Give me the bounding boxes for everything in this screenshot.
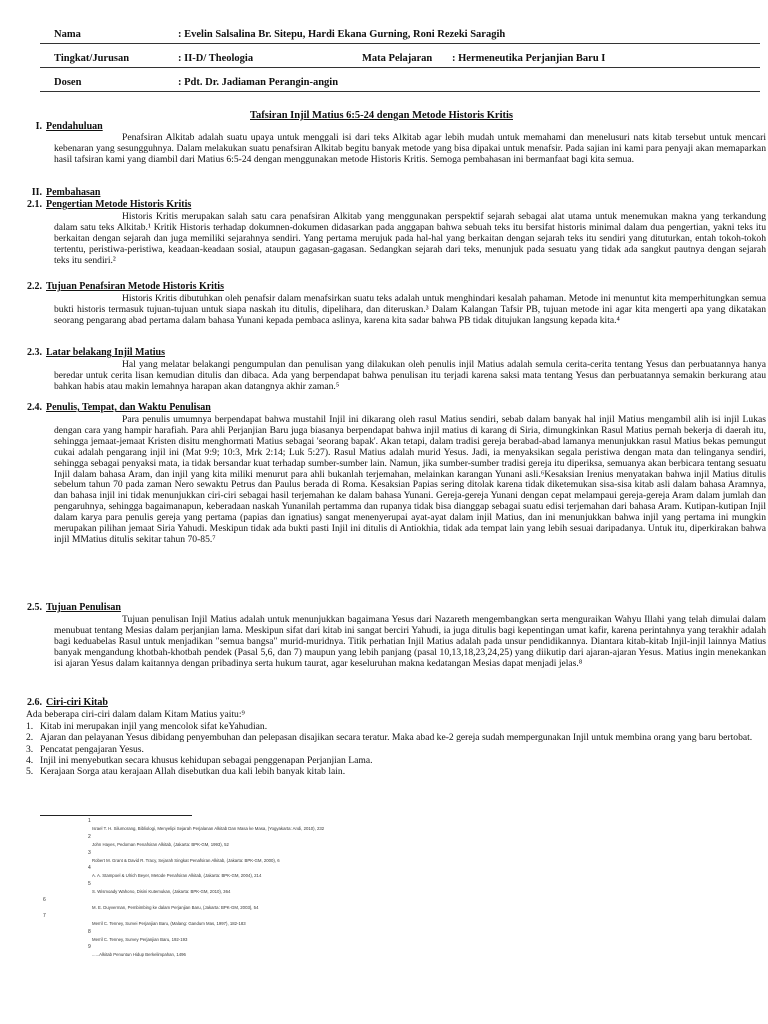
- section-label: Pengertian Metode Historis Kritis: [46, 199, 192, 210]
- header-rule: [40, 43, 760, 44]
- section-heading-2-1: [4, 199, 191, 210]
- section-number: 2.4.: [27, 402, 42, 413]
- list-item: 4. Injil ini menyebutkan secara khusus kehidupan sebagai penggenapan Perjanjian Lama.: [26, 754, 373, 766]
- header-rule: [40, 67, 760, 68]
- ciri-list: [26, 722, 766, 778]
- footnote: 5 S. Wismoady Wahono, Disini Kutemukan, (Jakarta: BPK-GM, 2010), 364: [88, 881, 231, 895]
- list-item: 1. Kitab ini merupakan injil yang mencolok sifat keYahudian.: [26, 721, 268, 732]
- section-label: Latar belakang Injil Matius: [46, 347, 165, 358]
- section-heading-2-3: [4, 347, 165, 358]
- section-number: 2.6.: [27, 697, 42, 708]
- footnotes: [43, 818, 648, 960]
- section-heading-2-5: [4, 602, 121, 613]
- section-number: 2.3.: [27, 347, 42, 358]
- list-item: 3. Pencatat pengajaran Yesus.: [26, 743, 144, 755]
- list-item: 5. Kerajaan Sorga atau kerajaan Allah disebutkan dua kali lebih banyak kitab lain.: [26, 766, 346, 778]
- paragraph-pendahuluan: Penafsiran Alkitab adalah suatu upaya untuk menggali isi dari teks Alkitab agar lebih mudah untuk memahami dan menelusuri nats kitab tersebut untuk mencari kebenaran yang sesungguhnya. Dalam melakukan suatu penafsiran Alkitab begitu banyak metode yang bisa dipakai untuk menafsir. Pada sajian ini kami para penyaji akan memaparkan hasil tafsiran kami yang diambil dari Matius 6:5-24 dengan menggunakan metode Historis Kritis. Semoga pembahasan ini bermanfaat bagi kita semua.: [54, 132, 766, 165]
- footnote: 6 M. E. Duyverman, Pembimbing ke dalam Perjanjian Baru, (Jakarta: BPK-GM, 2003), 54: [43, 896, 259, 910]
- section-label: Pembahasan: [46, 187, 101, 198]
- footnote: 8 Merril C. Tenney, Survey Perjanjian Baru, 192-193: [88, 928, 188, 942]
- section-label: Tujuan Penafsiran Metode Historis Kritis: [46, 281, 224, 292]
- footnote-separator: [40, 815, 192, 816]
- dosen-value: : Pdt. Dr. Jadiaman Perangin-angin: [178, 77, 339, 88]
- paragraph-2-1: Historis Kritis merupakan salah satu cara penafsiran Alkitab yang menggunakan perspektif sejarah sebagai alat utama untuk menemukan makna yang terkandung dalam satu teks Alkitab.¹ Kritik Historis terhadap dokumnen-dokumen didasarkan pada anggapan bahwa sebuah teks itu bersifat historis minimal dalam dua pengertian, yakni teks itu berkaitan dengan sejarah dan juga memiliki sejarahnya sendiri. Yang pertama merujuk pada hal-hal yang berkaitan dengan sejarah teks itu sendiri yang dituturkan, entah tokoh-tokoh tertentu, peristiwa-peristiwa, keadaan-keadaan sosial, ataupun gagasan-gagasan. Sedangkan sejarah dari teks, menunjuk pada sesuatu yang tidak ada sangkut pautnya dengan sejarah teks itu sendiri.²: [54, 211, 766, 266]
- footnote: 7 Merril C. Tenney, Survei Perjanjian Baru, (Malang: Gandum Mas, 1997), 182-183: [43, 912, 246, 926]
- section-number: 2.1.: [27, 199, 42, 210]
- paragraph-2-4: Para penulis umumnya berpendapat bahwa mustahil Injil ini dikarang oleh rasul Matius sendiri, sebab dalam banyak hal injil Matius mengambil alih isi injil Lukas dengan cara yang hampir harafiah. Para ahli Perjanjian Baru juga biasanya berpendapat bahwa injil matius di karang di Siria, dimungkinkan Rasul Matius pernah bekerja di daerah itu, sehingga jemaat-jemaat Kristen disitu menghormati Matius sebagai 'seorang bapak'. Akan tetapi, dalam tradisi gereja berabad-abad lamanya menunjukkan rasul Matius bekas pemungut cukai adalah pengarang injil ini (Mat 9:9; 10:3, Mrk 2:14; Luk 5:27). Rasul Matius adalah murid Yesus. Jadi, ia menyaksikan segala peristiwa dengan mata dan telinganya sendiri, sehingga sebagai penyaksi mata, ia tidak bersandar kuat terhadap sumber-sumber lain. Namun, jika sumber-sumber tradisi gereja itu diperiksa, semuanya akan berbicara tentang sesuatu Injil dalam bahasa Aram, dan injil yang kita miliki menurut para ahli bukanlah terjemahan, melainkan karangan Yunani asli.⁶Kesaksian Irenius menyatakan bahwa injil Matius ditulis sebelum tahun 70 pada zaman Nero sewaktu Petrus dan Paulus berada di Roma. Kesaksian Papias sering ditolak karena tidak diketemukan sisa-sisa kitab asli dalam bahasa Aramnya, dan bahasa injil ini tidak menunjukkan ciri-ciri sebagai hasil terjemahan ke dalam bahasa Yunani. Gereja-gereja Yunani dengan cepat melampaui gereja-gereja Aram dalam jumlah dan pengaruhnya, sehingga bagaimanapun, keberadaan naskah Yunanilah pertamma dan rupanya tidak bisa dianggap sebagai suatu edisi terjemahan dari bahasa Aram. Kutipan-kutipan Injil dalam karya para penulis gereja yang pertama (papias dan ignatius) sangat menenyerupai ayat-ayat dalam injil Matius, dan ini menunjukkan bahwa injil yang pertama ini mungkin merupakan pilihan jemaat Siria Yahudi. Meskipun tidak ada bukti pasti Injil ini ditulis di Antiokhia, tidak ada tempat lain yang lebih sesuai daripadanya. Untuk itu, diperkirakan bahwa injil MMatius ditulis sekitar tahun 70-85.⁷: [54, 414, 766, 545]
- section-label: Ciri-ciri Kitab: [46, 697, 108, 708]
- ciri-intro: Ada beberapa ciri-ciri dalam dalam Kitam Matius yaitu:⁹: [26, 709, 245, 720]
- mapel-value: : Hermeneutika Perjanjian Baru I: [452, 53, 606, 64]
- section-heading-2-2: [4, 281, 224, 292]
- tingkat-label: Tingkat/Jurusan: [54, 53, 130, 64]
- nama-label: Nama: [54, 29, 81, 40]
- section-heading-pembahasan: [4, 187, 100, 198]
- section-heading-2-4: [4, 402, 211, 413]
- footnote: 1 Israel T. H. Silumorang, Bibliologi, Menyelipi Sejarah Perjalanan Alkitab Dan Masa ke Masa, (Yogyakarta: Andi, 2010), 232: [88, 818, 325, 831]
- footnote: 3 Robert M. Grant & David R. Tracy, Sejarah Singkat Penafsiran Alkitab, (Jakarta: BPK-GM, 2000), 6: [88, 849, 280, 863]
- section-label: Penulis, Tempat, dan Waktu Penulisan: [46, 402, 211, 413]
- footnote: 2 John Hayes, Pedoman Penafsiran Alkitab, (Jakarta: BPK-GM, 1993), 52: [88, 833, 229, 847]
- nama-value: : Evelin Salsalina Br. Sitepu, Hardi Ekana Gurning, Roni Rezeki Saragih: [178, 29, 506, 40]
- footnote: 4 A. A. Stampoel & Ulrich Beyer, Metode Penafsiran Alkitab, (Jakarta: BPK-GM, 2004), 214: [88, 865, 262, 879]
- list-item: 2. Ajaran dan pelayanan Yesus dibidang penyembuhan dan pelepasan disajikan secara teratur. Maka abad ke-2 gereja sudah mempergunakan Injil untuk membina orang yang baru bertobat.: [26, 732, 753, 744]
- dosen-label: Dosen: [54, 77, 82, 88]
- section-number: 2.2.: [27, 281, 42, 292]
- footnote: 9 ......Alkitab Penuntun Hidup Berkelimpahan, 1496: [88, 944, 186, 958]
- section-label: Pendahuluan: [46, 121, 103, 132]
- header-rule: [40, 91, 760, 92]
- section-number: 2.5.: [27, 602, 42, 613]
- paragraph-2-2: Historis Kritis dibutuhkan oleh penafsir dalam menafsirkan suatu teks adalah untuk menghindari kesalah pahaman. Metode ini menuntut kita memperhitungkan semua bukti historis termasuk tujuan-tujuan untuk siapa naskah itu ditulis, dipelihara, dan diteruskan.³ Dalam Kalangan Tafsir PB, tujuan metode ini agar kita mengerti apa yang dikatakan seorang pengarang abad pertama dalam bahasa Yunani kepada pembaca aslinya, karena kita sadar bahwa PB tidak ditujukan langsung kepada kita.⁴: [54, 293, 766, 326]
- section-number: II.: [31, 187, 42, 198]
- tingkat-value: : II-D/ Theologia: [178, 53, 254, 64]
- paragraph-2-3: Hal yang melatar belakangi pengumpulan dan penulisan yang dilakukan oleh penulis injil Matius adalah semula cerita-cerita tentang Yesus dan perbuatannya hanya beredar untuk cerita lisan kemudian ditulis dan dibaca. Ada yang berpendapat bahwa penulisan itu terjadi karena saksi mata tentang Yesus dan perbuatannya semakin berkurang atau bahkan habis atau makin lemahnya harapan akan datangnya akhir zaman.⁵: [54, 359, 766, 392]
- section-label: Tujuan Penulisan: [46, 602, 121, 613]
- mapel-label: Mata Pelajaran: [362, 53, 433, 64]
- section-heading-pendahuluan: [4, 121, 103, 132]
- paragraph-2-5: Tujuan penulisan Injil Matius adalah untuk menunjukkan bagaimana Yesus dari Nazareth mengembangkan serta menguraikan Wahyu Illahi yang telah dimulai dalam menubuat tentang Mesias dalam perjanjian lama. Meskipun sifat dari kitab ini sangat berciri Yahudi, ia juga ditulis bagi kepentingan umat kafir, karena perintahnya yang terakhir adalah bagi keduabelas Rasul untuk menjadikan "semua bangsa" murid-muridnya. Titik perhatian Injil Matius adalah pada unsur pendidikannya. Diantara kitab-kitab Injil-injil lainnya Matius banyak mengandung khotbah-khotbah pendek (Pasal 5,6, dan 7) maupun yang lebih panjang (pasal 10,13,18,23,24,25) yang diikutip dari ajaran-ajaran Yesus. Matius ingin menekankan isi ajaran Yesus dalam kaitannya dengan pribadinya serta hukum taurat, agar keseluruhan makna kedatangan Mesias dapat menjadi jelas.⁸: [54, 614, 766, 669]
- document-title: Tafsiran Injil Matius 6:5-24 dengan Metode Historis Kritis: [250, 110, 513, 121]
- section-heading-2-6: [4, 697, 108, 708]
- section-number: I.: [35, 121, 42, 132]
